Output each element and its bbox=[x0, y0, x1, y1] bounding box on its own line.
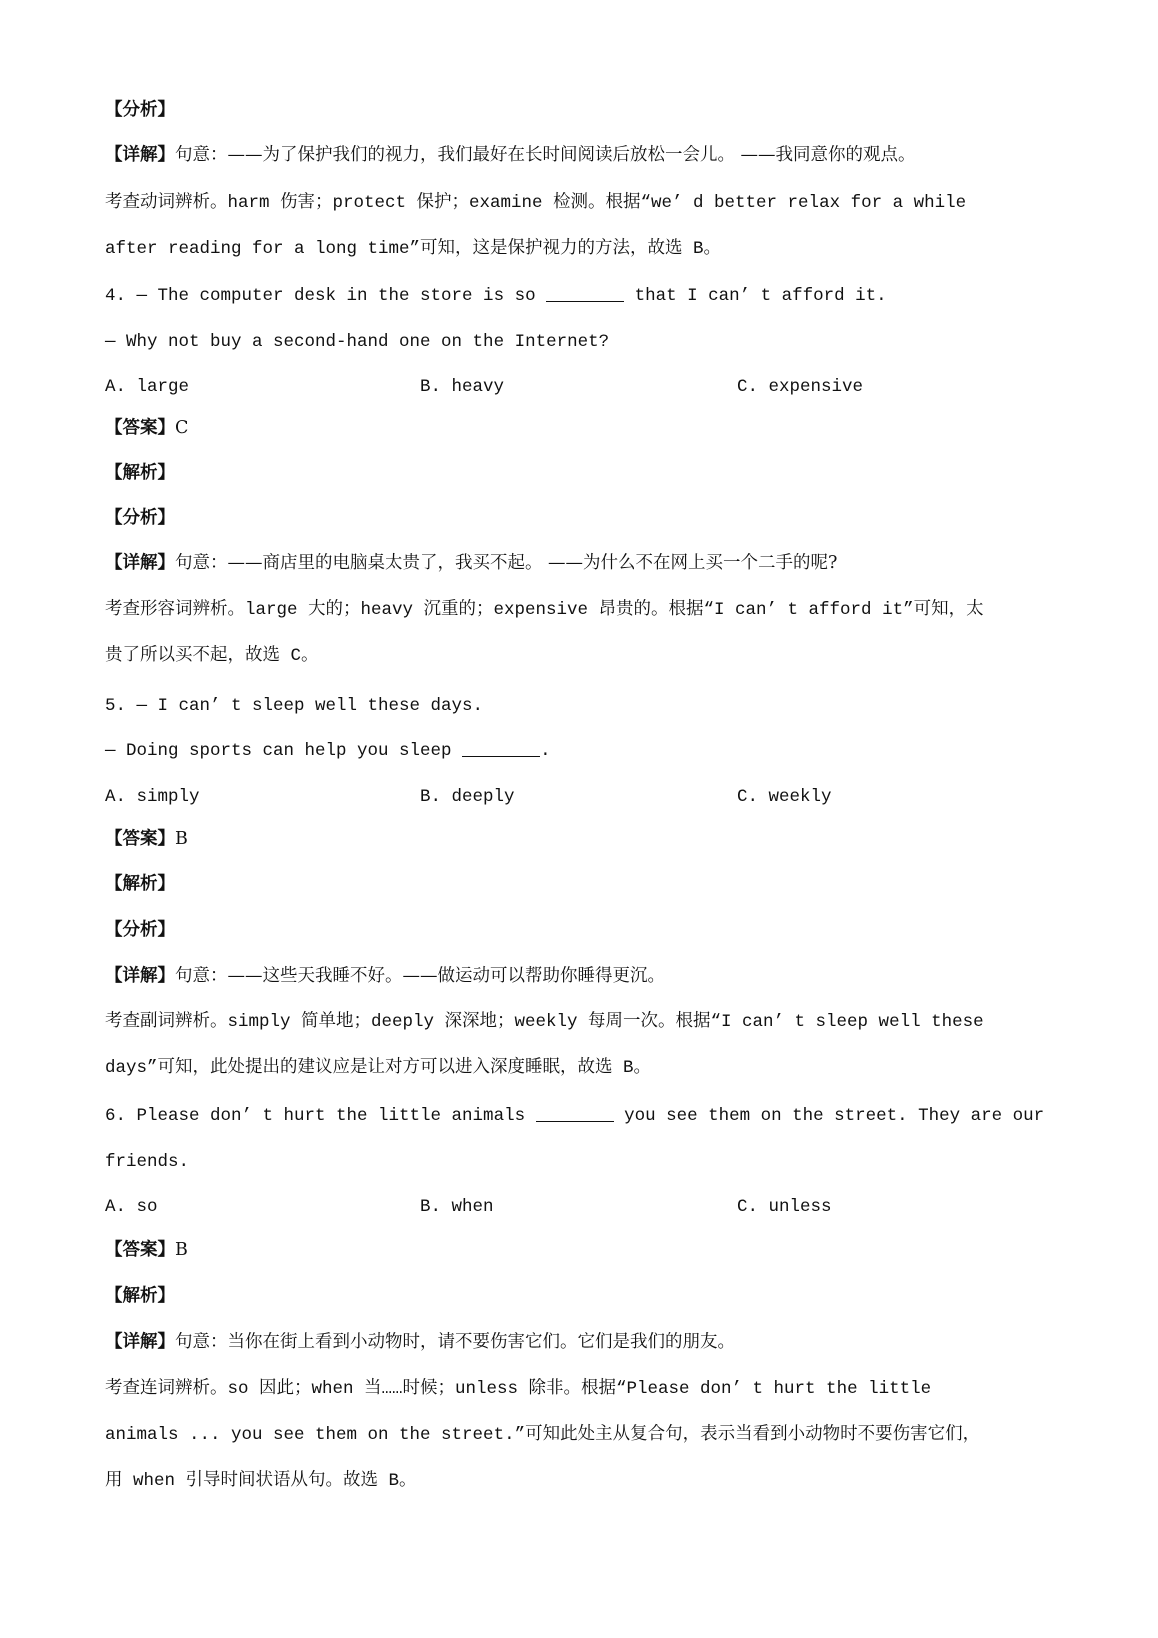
q4-stem-post: that I can’ t afford it. bbox=[624, 286, 887, 306]
q6-detail-line bbox=[105, 1329, 735, 1355]
q4-explain-line2: 贵了所以买不起，故选 C。 bbox=[105, 646, 319, 666]
q6-answer-blank bbox=[536, 1105, 614, 1122]
q6-label-daan: 【答案】 bbox=[105, 1240, 175, 1260]
q6-explain-line2: animals ... you see them on the street.”可知此处主从复合句，表示当看到小动物时不要伤害它们， bbox=[105, 1425, 981, 1445]
q3-meaning: 句意：——为了保护我们的视力，我们最好在长时间阅读后放松一会儿。 ——我同意你的观点。 bbox=[175, 145, 916, 165]
q6-meaning: 句意：当你在街上看到小动物时，请不要伤害它们。它们是我们的朋友。 bbox=[175, 1332, 735, 1352]
q4-stem-pre: 4. — The computer desk in the store is so bbox=[105, 286, 547, 306]
q5-reply bbox=[105, 738, 551, 764]
q5-explain-line2: days”可知，此处提出的建议应是让对方可以进入深度睡眠，故选 B。 bbox=[105, 1058, 652, 1078]
q5-reply-pre: — Doing sports can help you sleep bbox=[105, 741, 463, 761]
q3-explain-line2: after reading for a long time”可知，这是保护视力的方法，故选 B。 bbox=[105, 239, 722, 259]
q4-detail-line bbox=[105, 550, 837, 576]
q4-label-fenxi: 【分析】 bbox=[105, 508, 175, 528]
q5-answer: B bbox=[175, 829, 188, 849]
q6-label-jiexi: 【解析】 bbox=[105, 1286, 175, 1306]
q5-option-a: A. simply bbox=[105, 787, 200, 807]
q6-stem-post: you see them on the street. They are our bbox=[613, 1106, 1045, 1126]
q6-stem bbox=[105, 1103, 1044, 1129]
q4-label-jiexi: 【解析】 bbox=[105, 463, 175, 483]
q6-stem-line2: friends. bbox=[105, 1152, 190, 1172]
section-label-xiangjie: 【详解】 bbox=[105, 145, 175, 165]
q4-answer-blank bbox=[546, 285, 624, 302]
q5-detail-line bbox=[105, 963, 665, 989]
q4-option-c: C. expensive bbox=[737, 377, 864, 397]
q5-label-jiexi: 【解析】 bbox=[105, 874, 175, 894]
q6-label-xiangjie: 【详解】 bbox=[105, 1332, 175, 1352]
q6-explain-line3: 用 when 引导时间状语从句。故选 B。 bbox=[105, 1471, 417, 1491]
q5-option-b: B. deeply bbox=[420, 787, 515, 807]
q5-label-fenxi: 【分析】 bbox=[105, 920, 175, 940]
q6-option-c: C. unless bbox=[737, 1197, 832, 1217]
q3-detail-line bbox=[105, 142, 916, 168]
q4-meaning: 句意：——商店里的电脑桌太贵了，我买不起。 ——为什么不在网上买一个二手的呢? bbox=[175, 553, 838, 573]
q4-option-a: A. large bbox=[105, 377, 190, 397]
q4-answer-line bbox=[105, 415, 188, 441]
q4-option-b: B. heavy bbox=[420, 377, 505, 397]
q5-meaning: 句意：——这些天我睡不好。——做运动可以帮助你睡得更沉。 bbox=[175, 966, 665, 986]
q4-label-xiangjie: 【详解】 bbox=[105, 553, 175, 573]
q5-answer-blank bbox=[462, 740, 540, 757]
q6-answer: B bbox=[175, 1240, 188, 1260]
q6-answer-line bbox=[105, 1237, 188, 1263]
q6-stem-pre: 6. Please don’ t hurt the little animals bbox=[105, 1106, 536, 1126]
q5-explain-line1: 考查副词辨析。simply 简单地；deeply 深深地；weekly 每周一次。根据“I can’ t sleep well these bbox=[105, 1012, 984, 1032]
q5-option-c: C. weekly bbox=[737, 787, 832, 807]
q5-reply-post: . bbox=[540, 741, 551, 761]
q4-explain-line1: 考查形容词辨析。large 大的；heavy 沉重的；expensive 昂贵的。根据“I can’ t afford it”可知，太 bbox=[105, 600, 984, 620]
q3-explain-line1: 考查动词辨析。harm 伤害；protect 保护；examine 检测。根据“we’ d better relax for a while bbox=[105, 193, 967, 213]
q5-answer-line bbox=[105, 826, 188, 852]
q5-label-xiangjie: 【详解】 bbox=[105, 966, 175, 986]
q6-option-b: B. when bbox=[420, 1197, 494, 1217]
q6-explain-line1: 考查连词辨析。so 因此；when 当……时候；unless 除非。根据“Please don’ t hurt the little bbox=[105, 1379, 932, 1399]
q5-label-daan: 【答案】 bbox=[105, 829, 175, 849]
section-label-fenxi: 【分析】 bbox=[105, 100, 175, 120]
section-label-daan: 【答案】 bbox=[105, 418, 175, 438]
q6-option-a: A. so bbox=[105, 1197, 158, 1217]
q4-stem bbox=[105, 283, 887, 309]
q5-stem: 5. — I can’ t sleep well these days. bbox=[105, 696, 484, 716]
q4-answer: C bbox=[175, 418, 189, 438]
q4-reply: — Why not buy a second-hand one on the Internet? bbox=[105, 332, 610, 352]
